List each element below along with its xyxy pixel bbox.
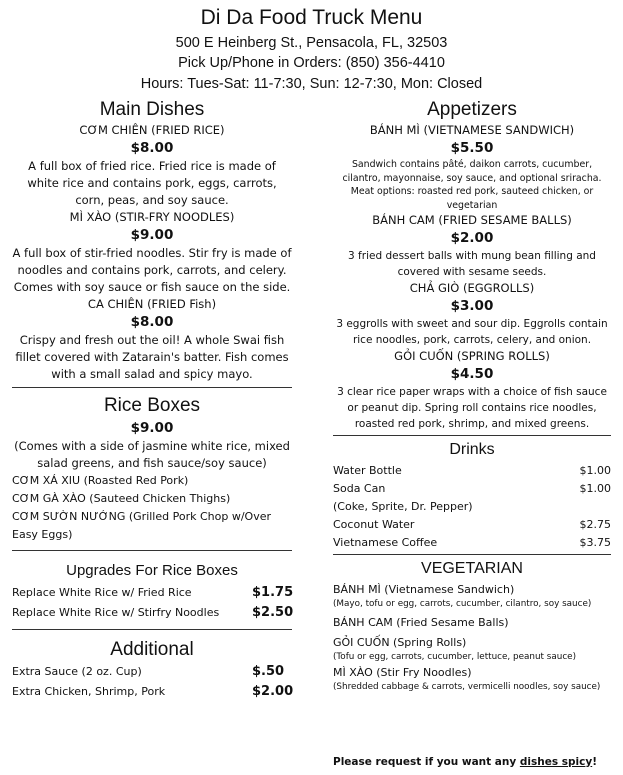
divider xyxy=(333,554,611,555)
appetizer-item xyxy=(333,280,611,348)
drink-label: Water Bottle xyxy=(333,464,402,478)
dish-name: CƠM CHIÊN (FRIED RICE) xyxy=(79,123,225,137)
dish-description: Crispy and fresh out the oil! A whole Swai fish fillet covered with Zatarain's batter. Fish comes with a small salad and spicy mayo. xyxy=(15,333,289,381)
drink-row xyxy=(333,534,611,552)
address: 500 E Heinberg St., Pensacola, FL, 32503 xyxy=(175,35,448,51)
drink-price xyxy=(575,498,611,516)
additional-label: Extra Sauce (2 oz. Cup) xyxy=(12,665,142,678)
drink-price: $2.75 xyxy=(579,518,611,532)
vegetarian-description: (Shredded cabbage & carrots, vermicelli noodles, soy sauce) xyxy=(333,682,601,693)
note-end: ! xyxy=(592,756,597,768)
upgrade-row xyxy=(12,603,292,623)
vegetarian-description: (Mayo, tofu or egg, carrots, cucumber, cilantro, soy sauce) xyxy=(333,599,592,610)
appetizer-name: BÁNH CAM (FRIED SESAME BALLS) xyxy=(372,213,572,228)
dish-description: A full box of fried rice. Fried rice is made of white rice and contains pork, eggs, carrots, corn, peas, and soy sauce. xyxy=(27,159,277,207)
vegetarian-name: BÁNH CAM (Fried Sesame Balls) xyxy=(333,616,509,630)
dish-name: MÌ XÀO (STIR-FRY NOODLES) xyxy=(69,210,235,224)
main-dish-item xyxy=(12,296,292,383)
additional-heading: Additional xyxy=(110,639,194,660)
appetizer-item xyxy=(333,348,611,432)
menu-title: Di Da Food Truck Menu xyxy=(200,6,423,29)
drink-label: Coconut Water xyxy=(333,518,415,532)
main-dish-item xyxy=(12,122,292,209)
rice-boxes-description: (Comes with a side of jasmine white rice, mixed salad greens, and fish sauce/soy sauce) xyxy=(14,439,290,470)
upgrade-label: Replace White Rice w/ Stirfry Noodles xyxy=(12,606,220,619)
main-dish-item xyxy=(12,209,292,296)
divider xyxy=(12,550,292,551)
drink-row xyxy=(333,480,611,498)
vegetarian-name: BÁNH MÌ (Vietnamese Sandwich) xyxy=(333,583,515,597)
upgrades-heading: Upgrades For Rice Boxes xyxy=(66,562,238,579)
rice-boxes-heading: Rice Boxes xyxy=(103,395,201,416)
appetizer-price: $2.00 xyxy=(450,230,494,247)
drinks-heading: Drinks xyxy=(449,441,495,459)
vegetarian-name: GỎI CUỐN (Spring Rolls) xyxy=(333,636,467,650)
appetizer-price: $3.00 xyxy=(450,298,494,315)
dish-name: CA CHIÊN (FRIED Fish) xyxy=(87,297,217,311)
hours-line: Hours: Tues-Sat: 11-7:30, Sun: 12-7:30, Mon: Closed xyxy=(140,76,483,92)
vegetarian-name: MÌ XÀO (Stir Fry Noodles) xyxy=(333,666,472,680)
additional-row xyxy=(12,682,292,702)
appetizer-description: 3 fried dessert balls with mung bean filling and covered with sesame seeds. xyxy=(348,250,596,279)
divider xyxy=(12,387,292,388)
appetizer-price: $4.50 xyxy=(450,366,494,383)
upgrade-price: $2.50 xyxy=(252,605,294,620)
appetizer-item xyxy=(333,212,611,280)
appetizer-description: 3 clear rice paper wraps with a choice of fish sauce or peanut dip. Spring roll contains rice noodles, roasted red pork, shrimp, and mixed greens. xyxy=(337,386,607,431)
appetizer-item xyxy=(333,122,611,212)
drink-label: Vietnamese Coffee xyxy=(333,536,438,550)
divider xyxy=(333,435,611,436)
upgrade-price: $1.75 xyxy=(252,585,294,600)
additional-row xyxy=(12,662,292,682)
drink-price: $1.00 xyxy=(579,464,611,478)
vegetarian-heading: VEGETARIAN xyxy=(421,560,523,578)
appetizers-heading: Appetizers xyxy=(427,99,517,120)
dish-price: $8.00 xyxy=(130,314,174,330)
drink-label: (Coke, Sprite, Dr. Pepper) xyxy=(333,500,473,514)
dish-description: A full box of stir-fried noodles. Stir fry is made of noodles and contains pork, carrots, and celery. Comes with soy sauce or fish sauce on the side. xyxy=(12,246,292,294)
vegetarian-description: (Tofu or egg, carrots, cucumber, lettuce, peanut sauce) xyxy=(333,652,577,663)
divider xyxy=(12,629,292,630)
note-underlined-text: dishes spicy xyxy=(519,756,593,768)
drink-row xyxy=(333,516,611,534)
dish-price: $8.00 xyxy=(130,140,174,156)
drink-label: Soda Can xyxy=(333,482,386,496)
appetizer-name: CHẢ GIÒ (EGGROLLS) xyxy=(409,281,535,296)
drink-price: $1.00 xyxy=(579,482,611,496)
rice-box-item: CƠM SƯỜN NƯỚNG (Grilled Pork Chop w/Over Easy Eggs) xyxy=(12,510,271,541)
appetizer-description: 3 eggrolls with sweet and sour dip. Eggrolls contain rice noodles, pork, carrots, celery, and onion. xyxy=(336,318,608,347)
phone-line: Pick Up/Phone in Orders: (850) 356-4410 xyxy=(178,55,445,71)
rice-box-item: CƠM GÀ XÀO (Sauteed Chicken Thighs) xyxy=(12,492,231,505)
drink-price: $3.75 xyxy=(579,536,611,550)
rice-boxes-price: $9.00 xyxy=(130,420,174,436)
dish-price: $9.00 xyxy=(130,227,174,243)
note-text: Please request if you want any xyxy=(333,756,520,768)
upgrade-label: Replace White Rice w/ Fried Rice xyxy=(12,586,192,599)
appetizer-name: GỎI CUỐN (SPRING ROLLS) xyxy=(394,349,550,364)
drink-row xyxy=(333,498,611,516)
spicy-request-note xyxy=(333,754,613,770)
left-column xyxy=(12,98,292,702)
additional-price: $2.00 xyxy=(252,684,294,699)
upgrade-row xyxy=(12,583,292,603)
appetizer-name: BÁNH MÌ (VIETNAMESE SANDWICH) xyxy=(369,123,575,137)
additional-price: $.50 xyxy=(252,664,285,679)
drink-row xyxy=(333,462,611,480)
appetizer-price: $5.50 xyxy=(450,140,494,156)
main-dishes-heading: Main Dishes xyxy=(99,99,205,120)
additional-label: Extra Chicken, Shrimp, Pork xyxy=(12,685,166,698)
rice-box-item: CƠM XÁ XIU (Roasted Red Pork) xyxy=(12,474,189,487)
appetizer-description: Sandwich contains pâté, daikon carrots, cucumber, cilantro, mayonnaise, soy sauce, and optional sriracha. Meat options: roasted red pork, sauteed chicken, or vegetarian xyxy=(342,159,602,211)
right-column xyxy=(333,98,611,694)
